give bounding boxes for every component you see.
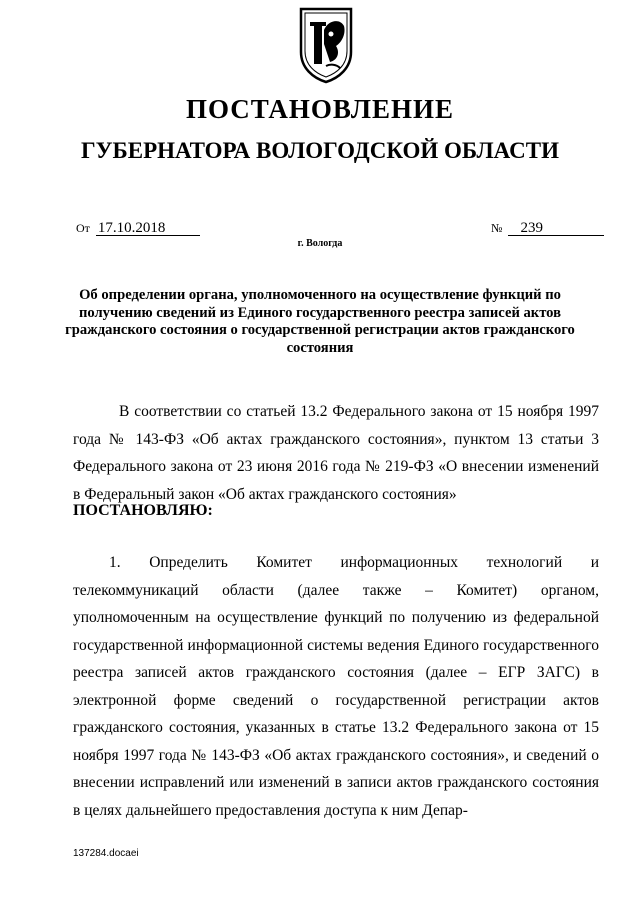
date-label: От	[76, 221, 90, 235]
number-field	[491, 220, 604, 237]
document-issuer: ГУБЕРНАТОРА ВОЛОГОДСКОЙ ОБЛАСТИ	[81, 138, 559, 163]
coat-of-arms-icon	[298, 6, 354, 84]
date-value: 17.10.2018	[96, 221, 200, 236]
document-title: ПОСТАНОВЛЕНИЕ	[185, 94, 455, 124]
clause-1-paragraph: 1. Определить Комитет информационных технологий и телекоммуникаций области (далее также – Комитет) органом, уполномоченным на осуществление функций по получению из федеральной государственной информационной системы ведения Единого государственного реестра записей актов гражданского состояния (далее – ЕГР ЗАГС) в электронной форме сведений о государственной регистрации актов гражданского состояния, указанных в статье 13.2 Федерального закона от 15 ноября 1997 года № 143-ФЗ «Об актах гражданского состояния», и сведений о внесении исправлений или изменений в записи актов гражданского состояния в целях дальнейшего предоставления доступа к ним Депар-	[73, 554, 599, 819]
document-subject: Об определении органа, уполномоченного на осуществление функций по получению сведений из Единого государственного реестра записей актов гражданского состояния о государственной регистрации актов гражданского состояния	[65, 287, 575, 356]
decree-word: ПОСТАНОВЛЯЮ:	[73, 502, 213, 519]
city: г. Вологда	[297, 238, 343, 249]
number-label: №	[491, 221, 503, 235]
preamble-paragraph: В соответствии со статьей 13.2 Федерального закона от 15 ноября 1997 года № 143-ФЗ «Об актах гражданского состояния», пунктом 13 статьи 3 Федерального закона от 23 июня 2016 года № 219-ФЗ «О внесении изменений в Федеральный закон «Об актах гражданского состояния»	[73, 403, 599, 503]
date-field	[76, 220, 200, 237]
file-reference: 137284.docaei	[73, 848, 139, 859]
number-value: 239	[508, 221, 604, 236]
